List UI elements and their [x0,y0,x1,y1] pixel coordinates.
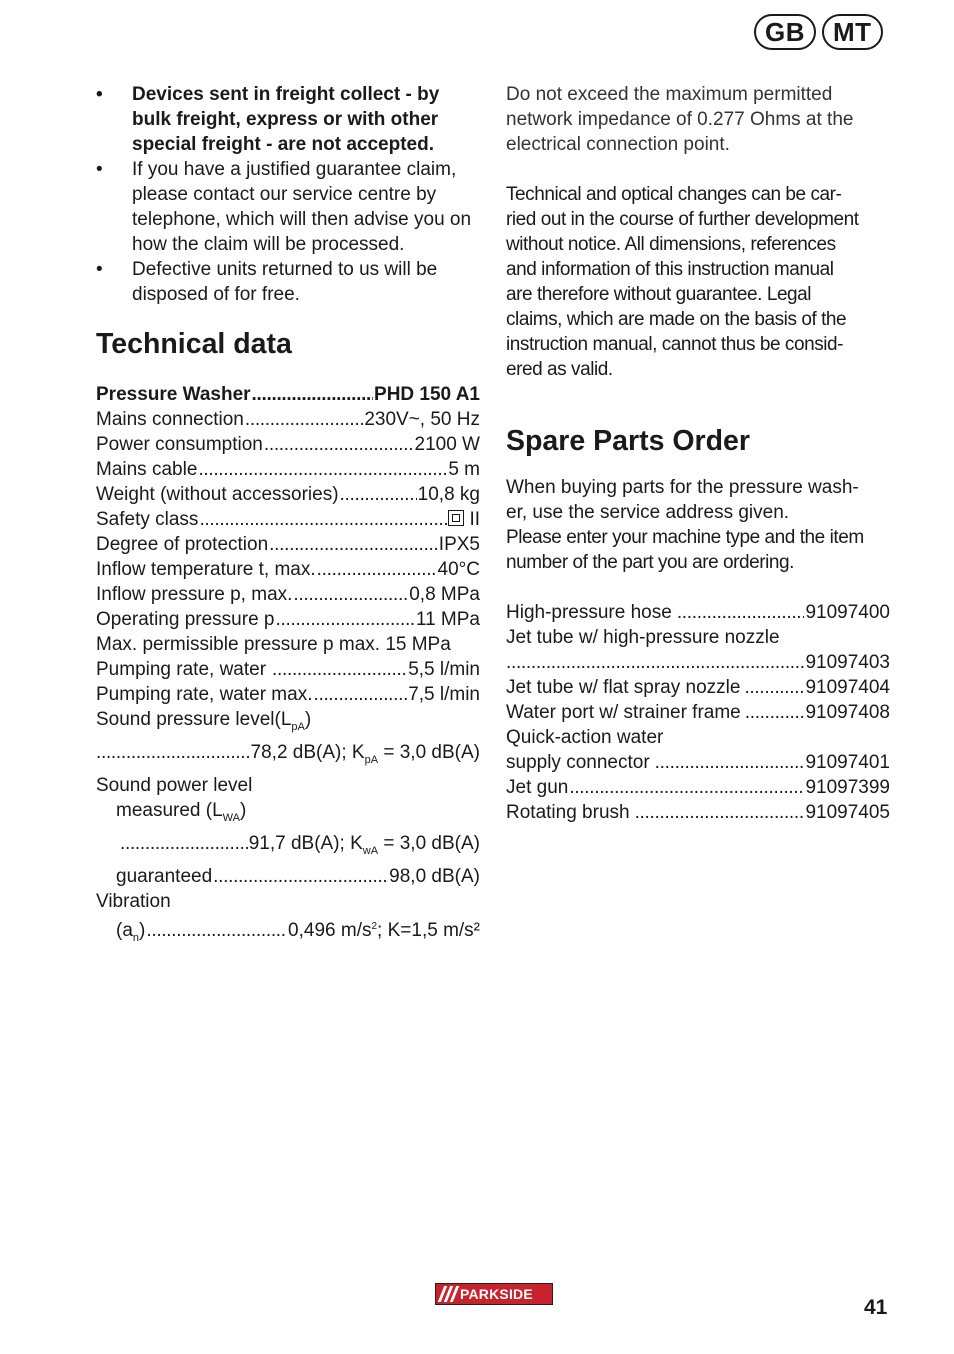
changes-paragraph: Technical and optical changes can be car- ried out in the course of further development without notice. All dimensions, references and information of this instruction manual are therefore without guarantee. Legal claims, which are made on the basis of the instruction manual, cannot thus be consid- ered as valid. [506,184,859,380]
spec-row-pumping-rate-max: Pumping rate, water max. ..... 7,5 l/min [96,682,480,707]
bullet-item-defective [96,257,480,307]
bullet-text: Defective units returned to us will be disposed of for free. [132,259,438,305]
spare-parts-table [506,600,890,825]
spec-row-vibration-value: $(a_n)$ ..... 0,496 $m/s^2$; K=1,5 m/s² [96,914,480,951]
right-column [506,82,890,825]
bullet-item-freight [96,82,480,157]
bullet-item-claim [96,157,480,257]
spec-row-cable: Mains cable ..... 5 m [96,457,480,482]
part-row-hose: High-pressure hose ..... 91097400 [506,600,890,625]
enter-paragraph: Please enter your machine type and the item number of the part you are ordering. [506,527,864,573]
spec-row-inflow-pressure: Inflow pressure p, max. ..... 0,8 MPa [96,582,480,607]
spec-row-safety-class: Safety class ..... II [96,507,480,532]
spec-row-guaranteed: guaranteed ..... 98,0 dB(A) [96,864,480,889]
lang-badge-gb: GB [754,14,816,50]
spec-row-max-pressure: Max. permissible pressure p max. 15 MPa [96,634,451,655]
spec-row-protection: Degree of protection ..... IPX5 [96,532,480,557]
left-column [96,82,480,951]
part-row-rotating-brush: Rotating brush ..... 91097405 [506,800,890,825]
spec-row-model: Pressure Washer ..... PHD 150 A1 [96,382,480,407]
spec-row-sound-power-label: Sound power level [96,775,253,796]
lang-badge-mt: MT [822,14,883,50]
spec-row-measured-label: measured $(L_{WA})$ [116,800,247,824]
spec-row-power: Power consumption ..... 2100 W [96,432,480,457]
bullet-dot: • [96,259,103,280]
spec-row-vibration-label: Vibration [96,891,171,912]
technical-data-table [96,382,480,951]
logo-stripes-icon [436,1284,460,1304]
spec-row-mains-connection: Mains connection ..... 230V~, 50 Hz [96,407,480,432]
spec-row-pumping-rate: Pumping rate, water ..... 5,5 l/min [96,657,480,682]
spec-row-measured-value: ..... 91,7 dB(A); $K_{wA} = 3,0$ dB(A) [96,831,480,864]
bullet-text: If you have a justified guarantee claim, please contact our service centre by telephone, which will then advise you on how the claim will be processed. [132,159,472,255]
logo-brand-text: PARKSIDE [460,1286,533,1302]
spare-parts-heading: Spare Parts Order [506,425,750,457]
technical-data-heading: Technical data [96,328,292,360]
part-row-supply-connector: supply connector ..... 91097401 [506,750,890,775]
impedance-paragraph: Do not exceed the maximum permitted network impedance of 0.277 Ohms at the electrical connection point. [506,84,854,155]
part-row-flat-spray: Jet tube w/ flat spray nozzle ..... 91097404 [506,675,890,700]
buying-paragraph: When buying parts for the pressure wash- er, use the service address given. [506,477,859,523]
spec-row-sound-pressure-label: Sound pressure $level(L_{pA})$ [96,709,312,733]
spec-row-weight: Weight (without accessories) ..... 10,8 kg [96,482,480,507]
language-badges [754,14,883,50]
part-row-jet-gun: Jet gun ..... 91097399 [506,775,890,800]
guarantee-bullet-list [96,82,480,307]
part-row-jet-nozzle-value: ..... 91097403 [506,650,890,675]
spec-row-sound-pressure-value: ..... 78,2 dB(A); $K_{pA} = 3,0$ dB(A) [96,740,480,773]
part-row-water-port: Water port w/ strainer frame ..... 91097408 [506,700,890,725]
parkside-logo [435,1283,553,1305]
spec-row-inflow-temperature: Inflow temperature t, max. ..... 40°C [96,557,480,582]
bullet-dot: • [96,84,103,105]
bullet-dot: • [96,159,103,180]
part-row-quick-action-label: Quick-action water [506,727,664,748]
part-row-jet-nozzle-label: Jet tube w/ high-pressure nozzle [506,627,780,648]
safety-class-ii-icon [448,510,464,526]
spec-row-operating-pressure: Operating pressure p ..... 11 MPa [96,607,480,632]
bullet-text: Devices sent in freight collect - by bulk freight, express or with other special freight - are not accepted. [132,84,440,155]
page-number: 41 [864,1296,888,1319]
